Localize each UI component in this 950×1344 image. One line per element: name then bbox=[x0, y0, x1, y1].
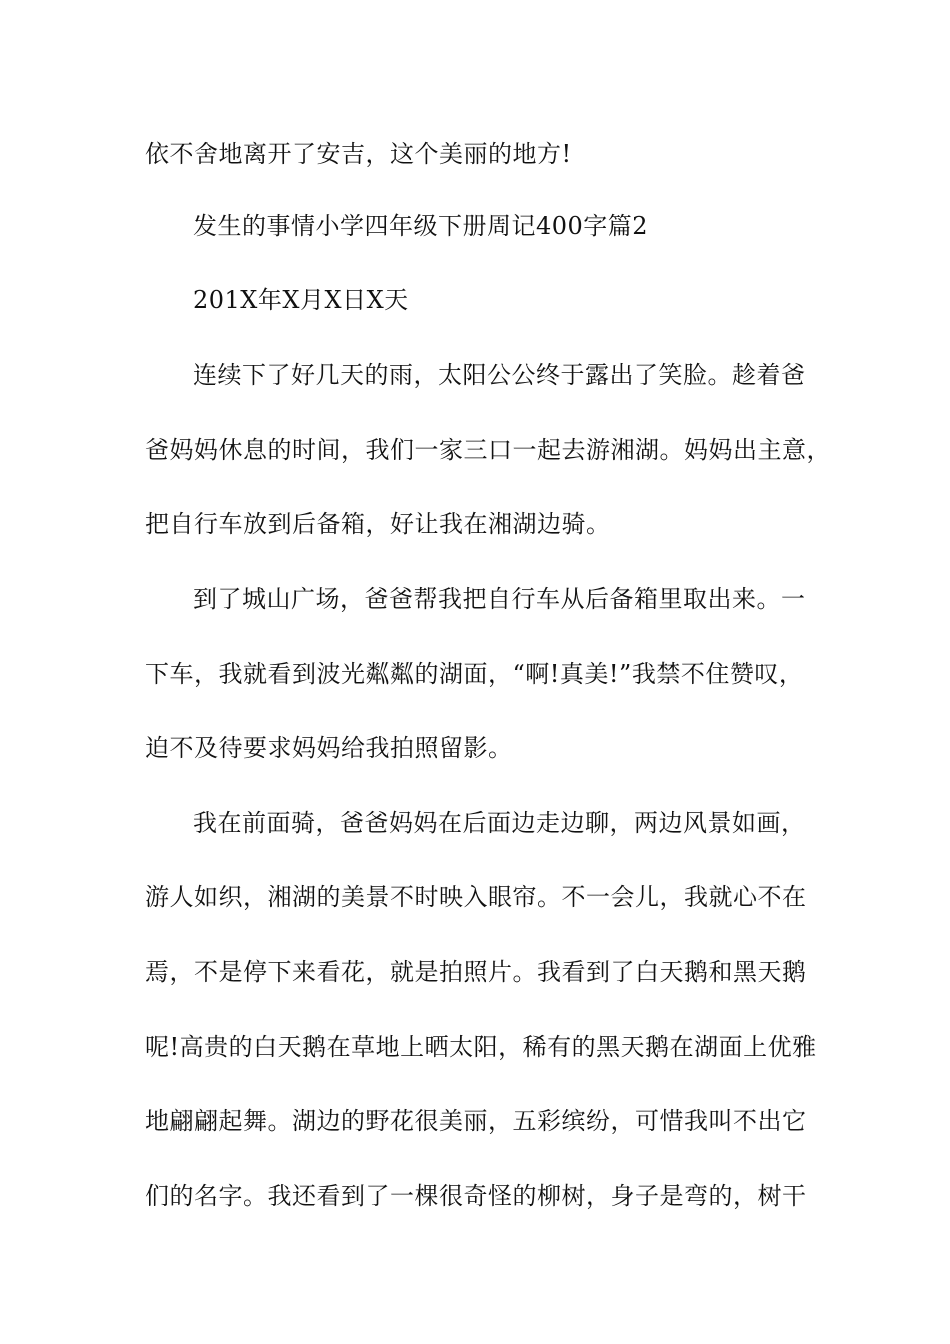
paragraph-line: 我在前面骑，爸爸妈妈在后面边走边聊，两边风景如画， bbox=[193, 809, 806, 837]
paragraph-line: 到了城山广场，爸爸帮我把自行车从后备箱里取出来。一 bbox=[193, 585, 806, 613]
paragraph-line: 们的名字。我还看到了一棵很奇怪的柳树，身子是弯的，树干 bbox=[145, 1182, 807, 1210]
date-line: 201X年X月X日X天 bbox=[193, 286, 409, 314]
paragraph-line: 游人如织，湘湖的美景不时映入眼帘。不一会儿，我就心不在 bbox=[145, 883, 807, 911]
paragraph-line: 依不舍地离开了安吉，这个美丽的地方! bbox=[145, 140, 572, 168]
paragraph-line: 把自行车放到后备箱，好让我在湘湖边骑。 bbox=[145, 510, 611, 538]
paragraph-line: 下车，我就看到波光粼粼的湖面，“啊!真美!”我禁不住赞叹， bbox=[145, 660, 804, 688]
section-heading: 发生的事情小学四年级下册周记400字篇2 bbox=[193, 212, 649, 240]
paragraph-line: 迫不及待要求妈妈给我拍照留影。 bbox=[145, 734, 513, 762]
paragraph-line: 连续下了好几天的雨，太阳公公终于露出了笑脸。趁着爸 bbox=[193, 361, 806, 389]
paragraph-line: 呢!高贵的白天鹅在草地上晒太阳，稀有的黑天鹅在湖面上优雅 bbox=[145, 1033, 817, 1061]
paragraph-line: 地翩翩起舞。湖边的野花很美丽，五彩缤纷，可惜我叫不出它 bbox=[145, 1107, 807, 1135]
paragraph-line: 焉，不是停下来看花，就是拍照片。我看到了白天鹅和黑天鹅 bbox=[145, 958, 807, 986]
paragraph-line: 爸妈妈休息的时间，我们一家三口一起去游湘湖。妈妈出主意， bbox=[145, 436, 831, 464]
